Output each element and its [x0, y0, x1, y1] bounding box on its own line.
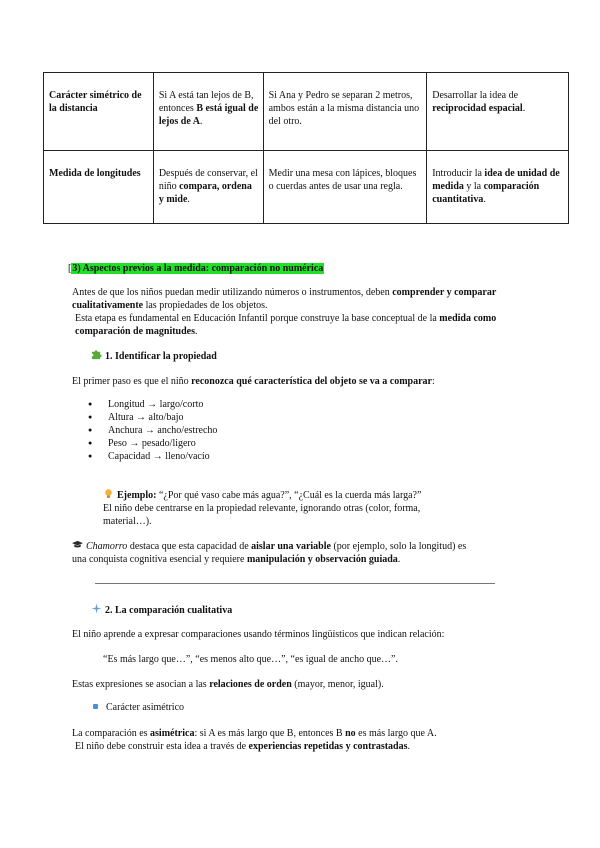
table-cell: Carácter simétrico de la distancia: [44, 73, 154, 151]
section-heading: [68, 262, 324, 275]
puzzle-icon: [91, 349, 102, 360]
table-cell: Si Ana y Pedro se separan 2 metros, ambos están a la misma distancia uno del otro.: [263, 73, 427, 151]
paragraph: El primer paso es que el niño reconozca qué característica del objeto se va a comparar:: [72, 376, 435, 387]
concept-table: [43, 72, 569, 224]
paragraph: El niño aprende a expresar comparaciones usando términos lingüísticos que indican relación:: [72, 629, 445, 640]
example-line: El niño debe centrarse en la propiedad relevante, ignorando otras (color, forma,: [103, 503, 421, 514]
list-item: ● Anchura → ancho/estrecho: [88, 424, 217, 437]
lightbulb-icon: [103, 488, 114, 499]
list-item: Carácter asimétrico: [93, 701, 184, 714]
subsection-title-1: 1. Identificar la propiedad: [91, 349, 217, 363]
chamorro-note: [72, 539, 532, 566]
bullet-icon: [93, 704, 98, 709]
table-cell: Si A está tan lejos de B, entonces B está igual de lejos de A.: [153, 73, 263, 151]
list-item: ● Altura → alto/bajo: [88, 411, 217, 424]
table-cell: Medir una mesa con lápices, bloques o cuerdas antes de usar una regla.: [263, 151, 427, 224]
section-title: 3) Aspectos previos a la medida: comparación no numérica: [72, 263, 324, 274]
table-row: [44, 73, 569, 151]
example-line: material…).: [103, 516, 152, 527]
list-item: ● Peso → pesado/ligero: [88, 437, 217, 450]
list-item: ● Capacidad → lleno/vacío: [88, 450, 217, 463]
property-list: [88, 398, 217, 463]
example-line: Ejemplo: “¿Por qué vaso cabe más agua?”, “¿Cuál es la cuerda más larga?”: [103, 488, 503, 502]
paragraph: La comparación es asimétrica: si A es más largo que B, entonces B no es más largo que A.: [72, 728, 437, 739]
paragraph: Estas expresiones se asocian a las relaciones de orden (mayor, menor, igual).: [72, 679, 384, 690]
table-cell: Introducir la idea de unidad de medida y la comparación cuantitativa.: [427, 151, 569, 224]
section-bracket: [: [68, 263, 72, 274]
subsection-title-2: 2. La comparación cualitativa: [91, 603, 232, 617]
paragraph: Esta etapa es fundamental en Educación Infantil porque construye la base conceptual de la medida como comparación de magnitudes.: [75, 313, 497, 337]
example-block: [103, 488, 503, 528]
graduation-cap-icon: [72, 539, 83, 550]
paragraph: Chamorro destaca que esta capacidad de aislar una variable (por ejemplo, solo la longitud) es: [72, 539, 532, 553]
table-cell: Medida de longitudes: [44, 151, 154, 224]
asymmetry-note: [72, 727, 532, 753]
paragraph: Antes de que los niños puedan medir utilizando números o instrumentos, deben comprender y comparar cualitativamente las propiedades de los objetos.: [72, 287, 497, 311]
paragraph: una conquista cognitiva esencial y requiere manipulación y observación guiada.: [72, 554, 401, 565]
quote: “Es más largo que…”, “es menos alto que…”, “es igual de ancho que…”.: [103, 654, 398, 665]
section-intro: [72, 286, 532, 338]
divider: [95, 583, 495, 584]
list-item: ● Longitud → largo/corto: [88, 398, 217, 411]
sparkle-icon: [91, 603, 102, 614]
table-row: [44, 151, 569, 224]
table-cell: Desarrollar la idea de reciprocidad espacial.: [427, 73, 569, 151]
table-cell: Después de conservar, el niño compara, ordena y mide.: [153, 151, 263, 224]
paragraph: El niño debe construir esta idea a través de experiencias repetidas y contrastadas.: [75, 741, 411, 752]
